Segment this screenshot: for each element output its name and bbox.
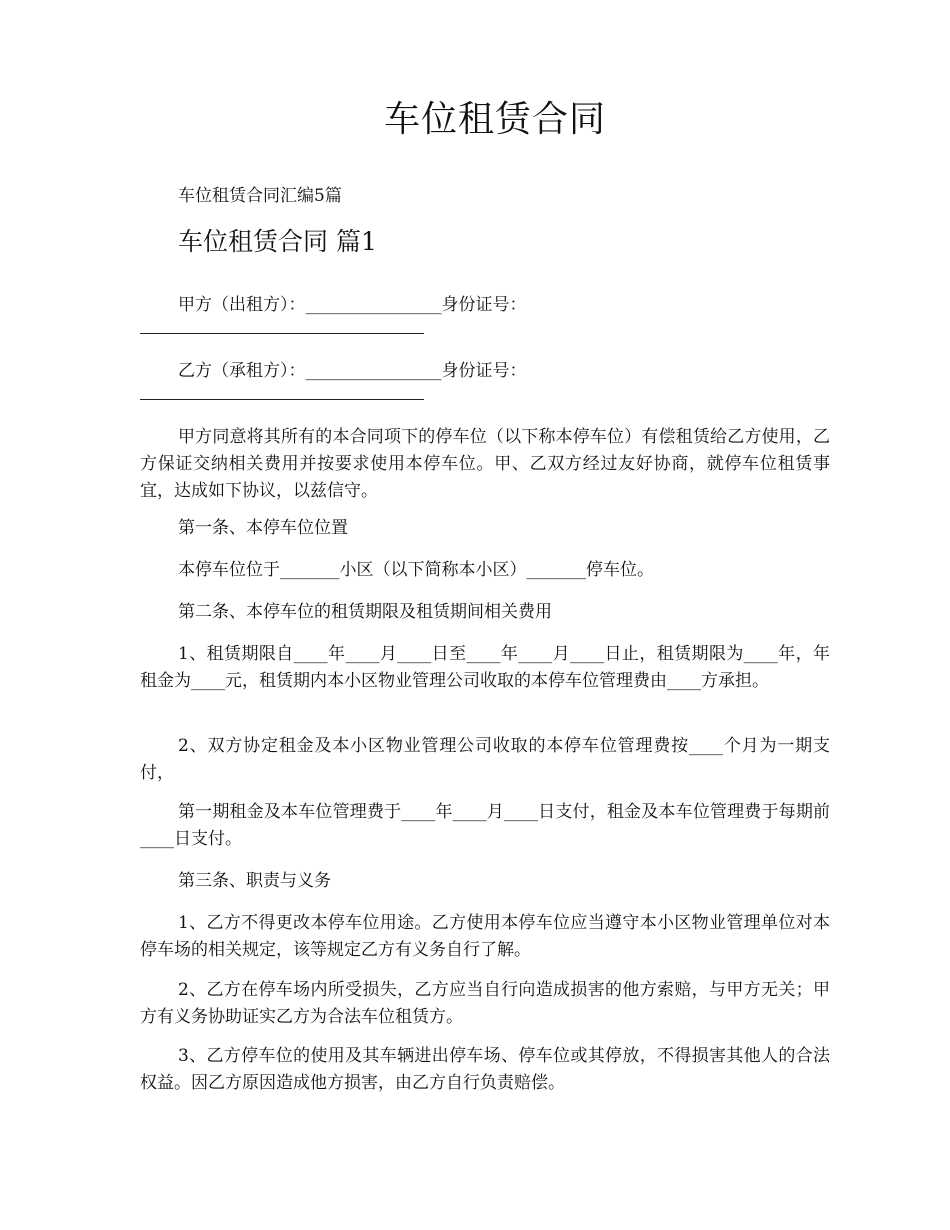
article-3-item-3: 3、乙方停车位的使用及其车辆进出停车场、停车位或其停放，不得损害其他人的合法权益。因乙方原因造成他方损害，由乙方自行负责赔偿。 bbox=[140, 1046, 830, 1093]
document-subtitle: 车位租赁合同汇编5篇 bbox=[178, 186, 342, 206]
article-2-item-3: 第一期租金及本车位管理费于____年____月____日支付，租金及本车位管理费于每期前____日支付。 bbox=[140, 802, 830, 849]
article-3-item-1: 1、乙方不得更改本停车位用途。乙方使用本停车位应当遵守本小区物业管理单位对本停车场的相关规定，该等规定乙方有义务自行了解。 bbox=[140, 913, 830, 960]
party-a-line: 甲方（出租方）：________________身份证号： bbox=[178, 295, 527, 315]
article-2-heading: 第二条、本停车位的租赁期限及租赁期间相关费用 bbox=[178, 602, 552, 622]
article-1-heading: 第一条、本停车位位置 bbox=[178, 518, 348, 538]
article-3-item-2: 2、乙方在停车场内所受损失，乙方应当自行向造成损害的他方索赔，与甲方无关；甲方有义务协助证实乙方为合法车位租赁方。 bbox=[140, 980, 830, 1027]
section-heading: 车位租赁合同 篇1 bbox=[178, 227, 377, 256]
party-b-id-blank bbox=[140, 399, 424, 400]
party-a-id-blank bbox=[140, 333, 424, 334]
party-b-line: 乙方（承租方）：________________身份证号： bbox=[178, 361, 527, 381]
article-1-text: 本停车位位于_______小区（以下简称本小区）_______停车位。 bbox=[178, 560, 654, 580]
intro-paragraph: 甲方同意将其所有的本合同项下的停车位（以下称本停车位）有偿租赁给乙方使用，乙方保证交纳相关费用并按要求使用本停车位。甲、乙双方经过友好协商，就停车位租赁事宜，达成如下协议，以兹信守。 bbox=[140, 427, 830, 501]
article-3-heading: 第三条、职责与义务 bbox=[178, 871, 331, 891]
article-2-item-1: 1、租赁期限自____年____月____日至____年____月____日止，租赁期限为____年，年租金为____元，租赁期内本小区物业管理公司收取的本停车位管理费由____方承担。 bbox=[140, 644, 830, 691]
article-2-item-2: 2、双方协定租金及本小区物业管理公司收取的本停车位管理费按____个月为一期支付， bbox=[140, 736, 830, 783]
document-title: 车位租赁合同 bbox=[383, 99, 606, 140]
